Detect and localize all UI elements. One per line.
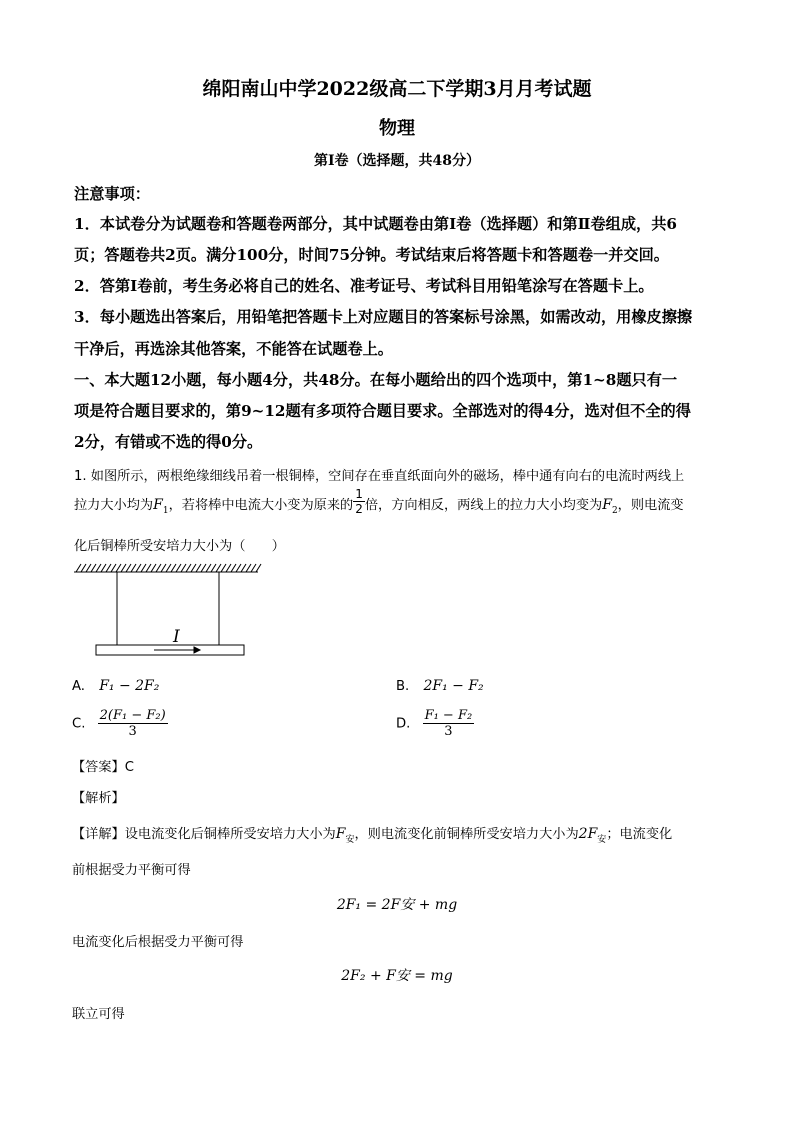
hatch-mark [86,564,91,572]
notice-heading: 注意事项： [74,185,150,203]
question-1-line-3: 化后铜棒所受安培力大小为（ ） [74,539,285,554]
hatch-mark [246,564,251,572]
hatch-mark [166,564,171,572]
detail-line-3: 电流变化后根据受力平衡可得 [72,935,244,950]
question-1-text-a: 拉力大小均为 [74,498,154,513]
detail-text-c: ；电流变化 [606,827,673,842]
hatch-mark [221,564,226,572]
equation-1: 2F₁ = 2F安 + mg [336,897,458,913]
detail-line-2: 前根据受力平衡可得 [72,863,191,878]
question-1-text-b: ，若将棒中电流大小变为原来的 [168,498,354,513]
section-1-line-3: 2分，有错或不选的得0分。 [74,433,263,451]
notice-item-1-line-1: 1．本试卷分为试题卷和答题卷两部分，其中试题卷由第Ⅰ卷（选择题）和第Ⅱ卷组成，共6 [74,215,677,233]
hatch-mark [176,564,181,572]
hatch-mark [141,564,146,572]
hatch-mark [156,564,161,572]
notice-item-3-line-1: 3．每小题选出答案后，用铅笔把答题卡上对应题目的答案标号涂黑，如需改动，用橡皮擦擦 [74,308,693,326]
hatch-mark [76,564,81,572]
hatch-mark [121,564,126,572]
notice-item-1-line-2: 页；答题卷共2页。满分100分，时间75分钟。考试结束后将答题卡和答题卷一并交回。 [74,246,669,264]
hatch-mark [81,564,86,572]
option-b-label: B. [396,679,410,694]
hatch-mark [236,564,241,572]
hatch-mark [161,564,166,572]
symbol-f2: $F_2$ [602,497,618,516]
question-1-text-c: 倍，方向相反，两线上的拉力大小均变为 [364,498,603,513]
hatch-mark [101,564,106,572]
symbol-f1: $F_1$ [153,497,169,516]
volume-heading: 第Ⅰ卷（选择题，共48分） [313,153,481,169]
hatch-mark [116,564,121,572]
section-1-line-1: 一、本大题12小题，每小题4分，共48分。在每小题给出的四个选项中，第1~8题只有一 [74,371,678,389]
option-c-fraction: $\frac{\text{2(F₁ − F₂)}}{3}$ [99,708,166,739]
ceiling-hatch [74,564,261,572]
hatch-mark [146,564,151,572]
hatch-mark [126,564,131,572]
option-b-expression: 2F₁ − F₂ [423,678,484,694]
hatch-mark [171,564,176,572]
hatch-mark [251,564,256,572]
option-a-expression: F₁ − 2F₂ [99,678,160,694]
option-b[interactable] [396,678,484,694]
hatch-mark [206,564,211,572]
option-a-label: A. [72,679,85,694]
notice-item-3-line-2: 干净后，再选涂其他答案，不能答在试题卷上。 [74,340,393,358]
current-label: I [173,627,180,647]
hatch-mark [196,564,201,572]
hatch-mark [96,564,101,572]
fraction-one-half: $\frac{1}{2}$ [355,486,363,516]
hatch-mark [226,564,231,572]
hatch-mark [186,564,191,572]
hatch-mark [136,564,141,572]
answer-label: 【答案】C [72,760,134,775]
option-d[interactable] [396,708,474,739]
section-1-line-2: 项是符合题目要求的，第9~12题有多项符合题目要求。全部选对的得4分，选对但不全的得 [74,402,691,420]
hatch-mark [181,564,186,572]
question-1-line-1: 1. 如图所示，两根绝缘细线吊着一根铜棒，空间存在垂直纸面向外的磁场，棒中通有向右的电流时两线上 [74,469,685,484]
equation-2: 2F₂ + F安 = mg [341,968,453,984]
symbol-2f-an: $2F_安$ [578,826,607,845]
question-1-text-d: ，则电流变 [617,498,684,513]
hatch-mark [106,564,111,572]
detail-text-a: 【详解】设电流变化后铜棒所受安培力大小为 [72,827,336,842]
hatch-mark [131,564,136,572]
hatch-mark [231,564,236,572]
hatch-mark [211,564,216,572]
hatch-mark [216,564,221,572]
option-c[interactable] [72,708,168,739]
question-1-line-2 [74,486,684,516]
option-d-label: D. [396,716,411,732]
hatch-mark [151,564,156,572]
option-a[interactable] [72,678,159,694]
copper-rod-figure [72,562,262,662]
analysis-label: 【解析】 [72,791,125,806]
option-c-label: C. [72,716,86,732]
hatch-mark [201,564,206,572]
hatch-mark [241,564,246,572]
hatch-mark [111,564,116,572]
hatch-mark [191,564,196,572]
exam-title: 绵阳南山中学2022级高二下学期3月月考试题 [202,78,592,100]
detail-text-b: ，则电流变化前铜棒所受安培力大小为 [354,827,579,842]
subject-title: 物理 [379,118,415,139]
notice-item-2: 2．答第Ⅰ卷前，考生务必将自己的姓名、准考证号、考试科目用铅笔涂写在答题卡上。 [74,277,654,295]
symbol-f-an: $F_安$ [335,826,355,845]
option-d-fraction: $\frac{\text{F₁ − F₂}}{3}$ [424,708,473,739]
detail-line-1 [72,823,672,845]
hatch-mark [91,564,96,572]
detail-line-4: 联立可得 [72,1007,125,1022]
hatch-mark [256,564,261,572]
